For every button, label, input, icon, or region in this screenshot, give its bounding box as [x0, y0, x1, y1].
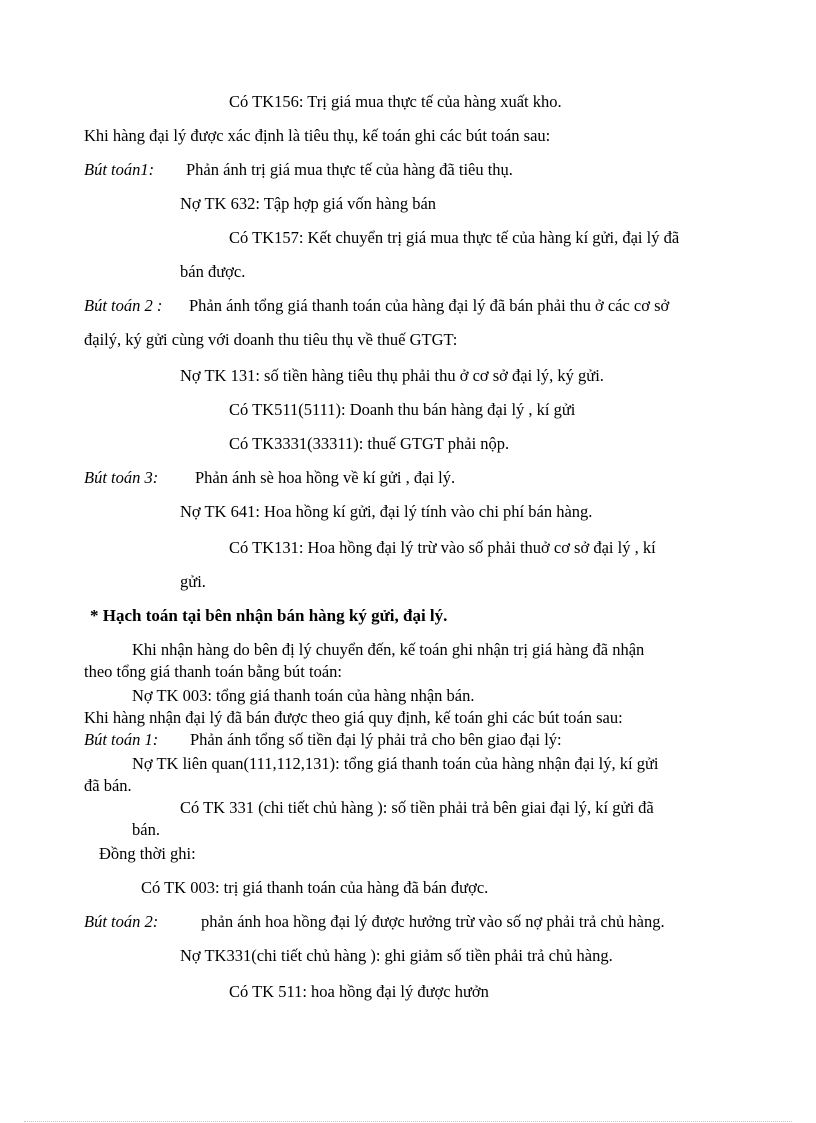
text-line: Khi hàng đại lý được xác định là tiêu thụ, kế toán ghi các bút toán sau: [84, 126, 551, 145]
text-line: bán. [132, 820, 160, 839]
text-line: Có TK3331(33311): thuế GTGT phải nộp. [229, 434, 510, 453]
text-line: Khi nhận hàng do bên đị lý chuyển đến, kế toán ghi nhận trị giá hàng đã nhận [132, 640, 645, 659]
text-line: Nợ TK 003: tổng giá thanh toán của hàng nhận bán. [132, 686, 475, 705]
text-line: đạilý, ký gửi cùng với doanh thu tiêu thụ về thuế GTGT: [84, 330, 458, 349]
text-line: đã bán. [84, 776, 132, 795]
text-line: Phản ánh tổng số tiền đại lý phải trả cho bên giao đại lý: [190, 730, 562, 749]
text-line: Nợ TK 632: Tập hợp giá vốn hàng bán [180, 194, 437, 213]
text-line: theo tổng giá thanh toán bằng bút toán: [84, 662, 342, 681]
entry-label: Bút toán 1: [84, 730, 159, 749]
text-line: Có TK156: Trị giá mua thực tế của hàng xuất kho. [229, 92, 562, 111]
text-line: gửi. [180, 572, 206, 591]
text-line: Phản ánh tổng giá thanh toán của hàng đại lý đã bán phải thu ở các cơ sở [189, 296, 670, 315]
text-line: Nợ TK 131: số tiền hàng tiêu thụ phải thu ở cơ sở đại lý, ký gửi. [180, 366, 604, 385]
text-line: Có TK 003: trị giá thanh toán của hàng đã bán được. [141, 878, 489, 897]
text-line: Phản ánh trị giá mua thực tế của hàng đã tiêu thụ. [186, 160, 513, 179]
text-line: Có TK 331 (chi tiết chủ hàng ): số tiền phải trả bên giai đại lý, kí gửi đã [180, 798, 654, 817]
text-line: Có TK 511: hoa hồng đại lý được hưởn [229, 982, 489, 1001]
entry-label: Bút toán1: [84, 160, 155, 179]
text-line: Có TK511(5111): Doanh thu bán hàng đại lý , kí gửi [229, 400, 576, 419]
text-line: Đồng thời ghi: [99, 844, 196, 863]
text-line: Khi hàng nhận đại lý đã bán được theo giá quy định, kế toán ghi các bút toán sau: [84, 708, 623, 727]
text-line: Nợ TK331(chi tiết chủ hàng ): ghi giảm số tiền phải trả chủ hàng. [180, 946, 613, 965]
entry-label: Bút toán 2 : [84, 296, 163, 315]
text-line: phản ánh hoa hồng đại lý được hưởng trừ vào số nợ phải trả chủ hàng. [201, 912, 665, 931]
section-heading: * Hạch toán tại bên nhận bán hàng ký gửi, đại lý. [90, 606, 448, 625]
entry-label: Bút toán 2: [84, 912, 159, 931]
text-line: Phản ánh sè hoa hồng về kí gửi , đại lý. [195, 468, 456, 487]
text-line: Nợ TK liên quan(111,112,131): tổng giá thanh toán của hàng nhận đại lý, kí gửi [132, 754, 659, 773]
page-bottom-divider [24, 1121, 792, 1122]
text-line: Nợ TK 641: Hoa hồng kí gửi, đại lý tính vào chi phí bán hàng. [180, 502, 593, 521]
text-line: Có TK157: Kết chuyển trị giá mua thực tế của hàng kí gửi, đại lý đã [229, 228, 680, 247]
text-line: Có TK131: Hoa hồng đại lý trừ vào số phải thuở cơ sở đại lý , kí [229, 538, 656, 557]
text-line: bán được. [180, 262, 246, 281]
entry-label: Bút toán 3: [84, 468, 159, 487]
